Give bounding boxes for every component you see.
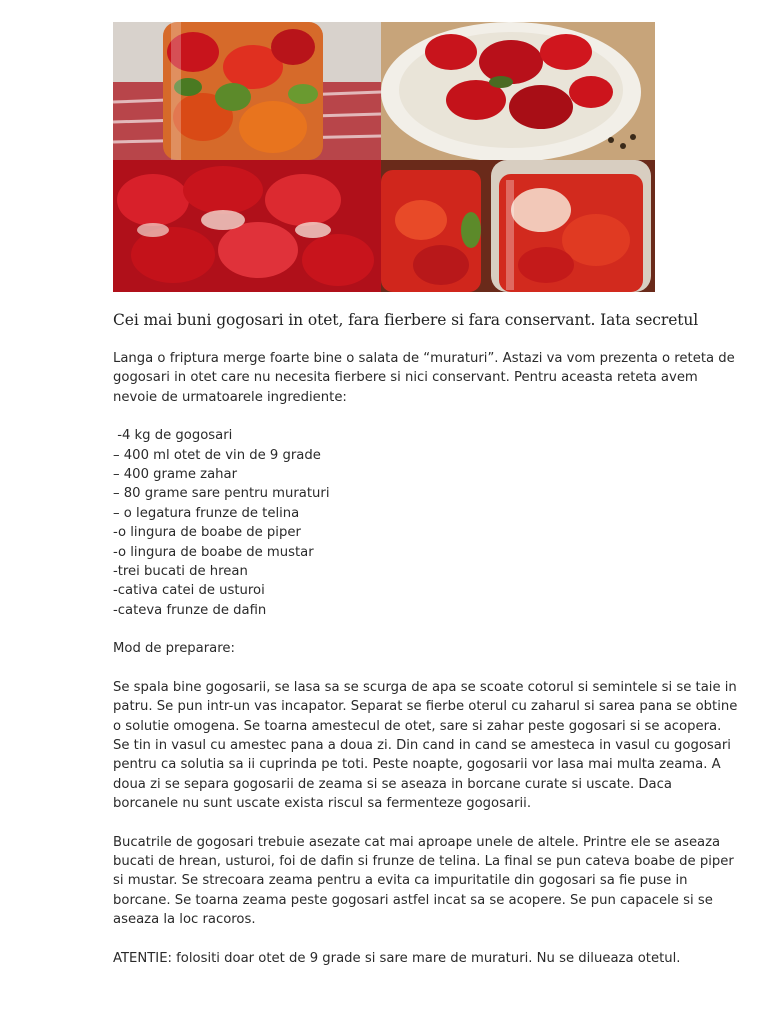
photo-jar-peppers [113,22,381,160]
photo-cut-peppers [113,160,381,292]
ingredient-item: – 400 grame zahar [113,467,238,483]
ingredient-item: -cateva frunze de dafin [113,602,267,618]
warning-note: ATENTIE: folositi doar otet de 9 grade si sare mare de muraturi. Nu se dilueaza otetul. [113,950,681,966]
ingredient-item: -4 kg de gogosari [113,428,233,444]
intro-paragraph: Langa o friptura merge foarte bine o salata de “muraturi”. Astazi va vom prezenta o reteta de gogosari in otet care nu necesita fierbere si nici conservant. Pentru aceasta reteta avem nevoie de urmatoarele ingrediente: [113,351,735,405]
ingredients-list [113,426,739,620]
photo-collage [113,22,655,292]
method-paragraph-2: Bucatrile de gogosari trebuie asezate cat mai aproape unele de altele. Printre ele se aseaza bucati de hrean, usturoi, foi de dafin si frunze de telina. La final se pun cateva boabe de piper si mustar. Se strecoara zeama pentru a evita ca impuritatile din gogosari sa fie puse in borcane. Se toarna zeama peste gogosari astfel incat sa se acopere. Se pun capacele si se aseaza la loc racoros. [113,834,734,928]
ingredient-item: -trei bucati de hrean [113,564,248,580]
article-body [113,349,739,987]
method-paragraph-1: Se spala bine gogosarii, se lasa sa se scurga de apa se scoate cotorul si semintele si se taie in patru. Se pun intr-un vas incapator. Separat se fierbe oterul cu zaharul si sarea pana se obtine o solutie omogena. Se toarna amestecul de otet, sare si zahar peste gogosari si se acopera. Se tin in vasul cu amestec pana a doua zi. Din cand in cand se amesteca in vasul cu gogosari pentru ca solutia sa ii cuprinda pe toti. Peste noapte, gogosarii vor lasa mai multa zeama. A doua zi se separa gogosarii de zeama si se aseaza in borcane curate si uscate. Daca borcanele nu sunt uscate exista riscul sa fermenteze gogosarii. [113,679,738,812]
photo-bowl-peppers [381,22,655,160]
ingredient-item: – o legatura frunze de telina [113,505,300,521]
ingredient-item: – 400 ml otet de vin de 9 grade [113,447,321,463]
ingredient-item: -o lingura de boabe de mustar [113,544,314,560]
article-title: Cei mai buni gogosari in otet, fara fierbere si fara conservant. Iata secretul [113,311,699,329]
photo-two-jars [381,160,655,292]
ingredient-item: -cativa catei de usturoi [113,583,265,599]
method-heading: Mod de preparare: [113,641,235,657]
ingredient-item: – 80 grame sare pentru muraturi [113,486,330,502]
ingredient-item: -o lingura de boabe de piper [113,525,301,541]
